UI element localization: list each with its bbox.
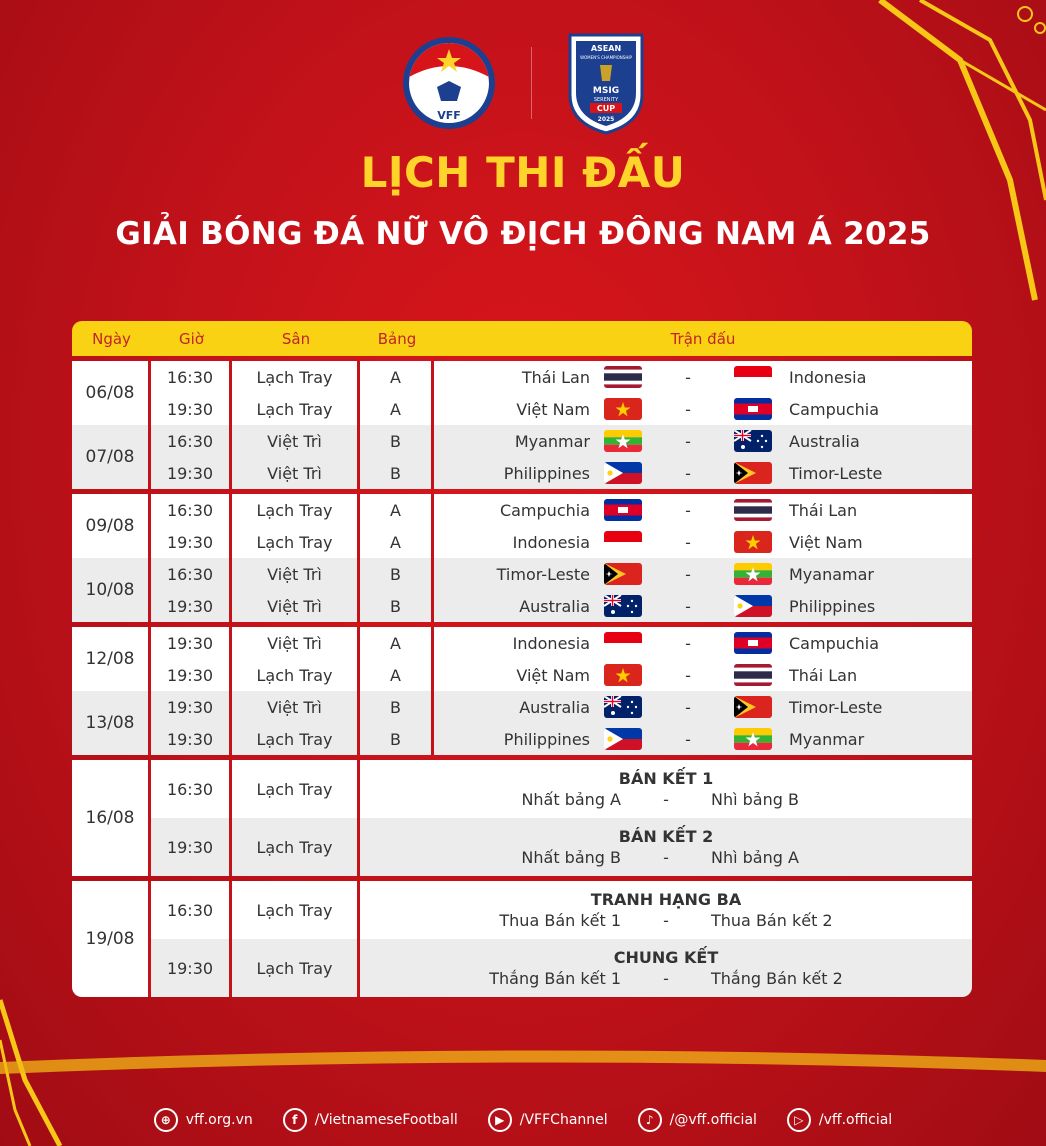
match-time: 16:30 xyxy=(151,558,229,590)
group-stage-block xyxy=(72,494,972,622)
home-team: Việt Nam xyxy=(516,665,590,685)
match-group: B xyxy=(360,558,431,590)
match-row xyxy=(434,723,972,755)
cambodia-flag xyxy=(604,499,642,521)
match-group: A xyxy=(360,627,431,659)
match-group: B xyxy=(360,457,431,489)
match-row xyxy=(434,425,972,457)
header-date: Ngày xyxy=(92,329,131,348)
match-date: 12/08 xyxy=(72,627,148,691)
match-venue: Việt Trì xyxy=(232,457,357,489)
vff-logo-text: VFF xyxy=(436,109,461,122)
home-team: Indonesia xyxy=(512,633,590,653)
match-time: 16:30 xyxy=(151,881,229,939)
header-match: Trận đấu xyxy=(670,329,736,348)
group-stage-block xyxy=(72,627,972,755)
tiktok-icon: ♪ xyxy=(638,1108,662,1132)
versus-separator: - xyxy=(663,911,669,930)
vietnam-flag xyxy=(604,664,642,686)
match-venue: Việt Trì xyxy=(232,691,357,723)
versus-separator: - xyxy=(663,969,669,988)
page-title: LỊCH THI ĐẤU xyxy=(360,148,686,197)
match-venue: Việt Trì xyxy=(232,627,357,659)
match-column xyxy=(434,361,972,489)
timor-leste-flag xyxy=(734,462,772,484)
versus-separator: - xyxy=(685,665,691,685)
knockout-pairing xyxy=(381,790,951,809)
match-row xyxy=(434,526,972,558)
match-time: 19:30 xyxy=(151,691,229,723)
match-venue: Lạch Tray xyxy=(232,393,357,425)
match-group: B xyxy=(360,590,431,622)
home-team: Indonesia xyxy=(512,532,590,552)
home-team: Myanmar xyxy=(514,431,590,451)
knockout-block xyxy=(72,760,972,876)
versus-separator: - xyxy=(685,532,691,552)
match-row xyxy=(434,494,972,526)
thailand-flag xyxy=(734,664,772,686)
match-time: 19:30 xyxy=(151,939,229,997)
philippines-flag xyxy=(604,728,642,750)
footer-link-text: vff.org.vn xyxy=(185,1112,253,1128)
match-venue: Lạch Tray xyxy=(232,939,357,997)
away-slot: Nhì bảng A xyxy=(711,848,799,867)
knockout-match xyxy=(360,760,972,818)
youtube-icon: ▶ xyxy=(488,1108,512,1132)
vff-logo xyxy=(401,35,497,131)
venue-column xyxy=(232,627,360,755)
philippines-flag xyxy=(734,595,772,617)
date-column xyxy=(72,760,151,876)
versus-separator: - xyxy=(685,729,691,749)
footer-link-youtube[interactable] xyxy=(488,1108,608,1132)
knockout-pairing xyxy=(381,969,951,988)
knockout-pairing xyxy=(381,911,951,930)
australia-flag xyxy=(604,696,642,718)
away-team: Australia xyxy=(789,431,860,451)
match-venue: Lạch Tray xyxy=(232,818,357,876)
match-date: 16/08 xyxy=(72,760,148,876)
match-group: B xyxy=(360,691,431,723)
indonesia-flag xyxy=(604,632,642,654)
match-row xyxy=(434,457,972,489)
away-team: Thái Lan xyxy=(789,500,858,520)
time-column xyxy=(151,494,232,622)
asean-logo-line-3: MSIG xyxy=(592,86,619,96)
asean-logo-line-1: ASEAN xyxy=(590,44,621,53)
home-team: Thái Lan xyxy=(521,367,590,387)
home-team: Australia xyxy=(519,596,590,616)
match-time: 16:30 xyxy=(151,760,229,818)
time-column xyxy=(151,361,232,489)
match-group: A xyxy=(360,526,431,558)
match-time: 19:30 xyxy=(151,659,229,691)
group-column xyxy=(360,494,434,622)
indonesia-flag xyxy=(604,531,642,553)
match-group: A xyxy=(360,361,431,393)
knockout-match xyxy=(360,818,972,876)
footer xyxy=(0,1100,1046,1140)
thailand-flag xyxy=(604,366,642,388)
match-venue: Lạch Tray xyxy=(232,494,357,526)
away-team: Timor-Leste xyxy=(789,697,883,717)
match-time: 19:30 xyxy=(151,526,229,558)
indonesia-flag xyxy=(734,366,772,388)
match-venue: Lạch Tray xyxy=(232,361,357,393)
home-team: Australia xyxy=(519,697,590,717)
venue-column xyxy=(232,881,360,997)
timor-leste-flag xyxy=(734,696,772,718)
versus-separator: - xyxy=(685,596,691,616)
match-date: 09/08 xyxy=(72,494,148,558)
myanmar-flag xyxy=(734,728,772,750)
asean-logo-line-6: 2025 xyxy=(597,116,614,123)
header-time: Giờ xyxy=(179,329,204,348)
match-date: 13/08 xyxy=(72,691,148,755)
match-group: B xyxy=(360,425,431,457)
group-column xyxy=(360,361,434,489)
versus-separator: - xyxy=(685,367,691,387)
header-venue: Sân xyxy=(281,329,311,348)
away-team: Philippines xyxy=(789,596,876,616)
away-team: Timor-Leste xyxy=(789,463,883,483)
match-time: 19:30 xyxy=(151,627,229,659)
header-logos xyxy=(0,28,1046,138)
home-team: Timor-Leste xyxy=(496,564,590,584)
footer-link-globe[interactable] xyxy=(154,1108,253,1132)
facebook-icon: f xyxy=(283,1108,307,1132)
group-stage-block xyxy=(72,361,972,489)
match-date: 10/08 xyxy=(72,558,148,622)
versus-separator: - xyxy=(663,790,669,809)
home-team: Việt Nam xyxy=(516,399,590,419)
versus-separator: - xyxy=(685,500,691,520)
match-row xyxy=(434,558,972,590)
footer-link-play[interactable] xyxy=(787,1108,892,1132)
match-group: A xyxy=(360,393,431,425)
match-venue: Lạch Tray xyxy=(232,659,357,691)
match-row xyxy=(434,393,972,425)
vietnam-flag xyxy=(604,398,642,420)
cambodia-flag xyxy=(734,398,772,420)
match-time: 16:30 xyxy=(151,361,229,393)
match-group: A xyxy=(360,659,431,691)
venue-column xyxy=(232,494,360,622)
match-venue: Lạch Tray xyxy=(232,881,357,939)
play-icon: ▷ xyxy=(787,1108,811,1132)
home-slot: Nhất bảng A xyxy=(521,790,621,809)
timor-leste-flag xyxy=(604,563,642,585)
group-column xyxy=(360,627,434,755)
cambodia-flag xyxy=(734,632,772,654)
asean-cup-logo xyxy=(566,31,646,135)
round-title: TRANH HẠNG BA xyxy=(590,890,742,909)
match-date: 06/08 xyxy=(72,361,148,425)
match-venue: Việt Trì xyxy=(232,558,357,590)
australia-flag xyxy=(734,430,772,452)
myanmar-flag xyxy=(734,563,772,585)
match-venue: Việt Trì xyxy=(232,425,357,457)
footer-link-text: /VFFChannel xyxy=(519,1112,608,1128)
match-date: 07/08 xyxy=(72,425,148,489)
away-team: Myanmar xyxy=(789,729,865,749)
footer-link-tiktok[interactable] xyxy=(638,1108,757,1132)
match-time: 19:30 xyxy=(151,393,229,425)
away-team: Thái Lan xyxy=(789,665,858,685)
versus-separator: - xyxy=(685,463,691,483)
table-body xyxy=(72,361,972,997)
venue-column xyxy=(232,760,360,876)
globe-icon: ⊕ xyxy=(154,1108,178,1132)
home-slot: Thắng Bán kết 1 xyxy=(489,969,621,988)
time-column xyxy=(151,881,232,997)
footer-link-text: /vff.official xyxy=(818,1112,893,1128)
match-date: 19/08 xyxy=(72,881,148,997)
match-group: A xyxy=(360,494,431,526)
versus-separator: - xyxy=(663,848,669,867)
schedule-table xyxy=(72,321,972,997)
match-group: B xyxy=(360,723,431,755)
round-title: BÁN KẾT 1 xyxy=(618,769,714,788)
match-row xyxy=(434,691,972,723)
match-row xyxy=(434,659,972,691)
match-time: 19:30 xyxy=(151,723,229,755)
match-time: 19:30 xyxy=(151,457,229,489)
table-header xyxy=(72,321,972,356)
home-team: Philippines xyxy=(503,729,590,749)
match-row xyxy=(434,627,972,659)
away-slot: Thua Bán kết 2 xyxy=(711,911,833,930)
match-column xyxy=(360,760,972,876)
header-group: Bảng xyxy=(377,329,417,348)
knockout-match xyxy=(360,881,972,939)
away-team: Myanamar xyxy=(789,564,874,584)
versus-separator: - xyxy=(685,564,691,584)
home-slot: Nhất bảng B xyxy=(521,848,621,867)
round-title: BÁN KẾT 2 xyxy=(618,827,714,846)
away-team: Campuchia xyxy=(789,633,880,653)
logo-divider xyxy=(531,47,532,119)
vietnam-flag xyxy=(734,531,772,553)
versus-separator: - xyxy=(685,431,691,451)
versus-separator: - xyxy=(685,697,691,717)
philippines-flag xyxy=(604,462,642,484)
versus-separator: - xyxy=(685,633,691,653)
match-row xyxy=(434,361,972,393)
knockout-match xyxy=(360,939,972,997)
match-time: 16:30 xyxy=(151,494,229,526)
date-column xyxy=(72,881,151,997)
match-time: 19:30 xyxy=(151,818,229,876)
page-subtitle: GIẢI BÓNG ĐÁ NỮ VÔ ĐỊCH ĐÔNG NAM Á 2025 xyxy=(115,216,931,252)
away-slot: Nhì bảng B xyxy=(711,790,799,809)
footer-link-text: /VietnameseFootball xyxy=(314,1112,458,1128)
knockout-pairing xyxy=(381,848,951,867)
match-column xyxy=(434,627,972,755)
round-title: CHUNG KẾT xyxy=(613,948,719,967)
away-team: Việt Nam xyxy=(789,532,863,552)
match-time: 16:30 xyxy=(151,425,229,457)
versus-separator: - xyxy=(685,399,691,419)
asean-logo-line-5: CUP xyxy=(596,104,615,113)
match-row xyxy=(434,590,972,622)
match-venue: Việt Trì xyxy=(232,590,357,622)
match-column xyxy=(434,494,972,622)
away-team: Campuchia xyxy=(789,399,880,419)
match-venue: Lạch Tray xyxy=(232,526,357,558)
match-venue: Lạch Tray xyxy=(232,760,357,818)
home-team: Philippines xyxy=(503,463,590,483)
match-venue: Lạch Tray xyxy=(232,723,357,755)
away-slot: Thắng Bán kết 2 xyxy=(711,969,843,988)
australia-flag xyxy=(604,595,642,617)
venue-column xyxy=(232,361,360,489)
thailand-flag xyxy=(734,499,772,521)
time-column xyxy=(151,627,232,755)
home-slot: Thua Bán kết 1 xyxy=(499,911,621,930)
match-time: 19:30 xyxy=(151,590,229,622)
home-team: Campuchia xyxy=(499,500,590,520)
time-column xyxy=(151,760,232,876)
knockout-block xyxy=(72,881,972,997)
myanmar-flag xyxy=(604,430,642,452)
footer-link-facebook[interactable] xyxy=(283,1108,458,1132)
date-column xyxy=(72,494,151,622)
away-team: Indonesia xyxy=(789,367,867,387)
date-column xyxy=(72,627,151,755)
match-column xyxy=(360,881,972,997)
date-column xyxy=(72,361,151,489)
footer-link-text: /@vff.official xyxy=(669,1112,757,1128)
asean-logo-line-4: SERENITY xyxy=(593,97,618,103)
asean-logo-line-2: WOMEN'S CHAMPIONSHIP xyxy=(579,55,632,60)
